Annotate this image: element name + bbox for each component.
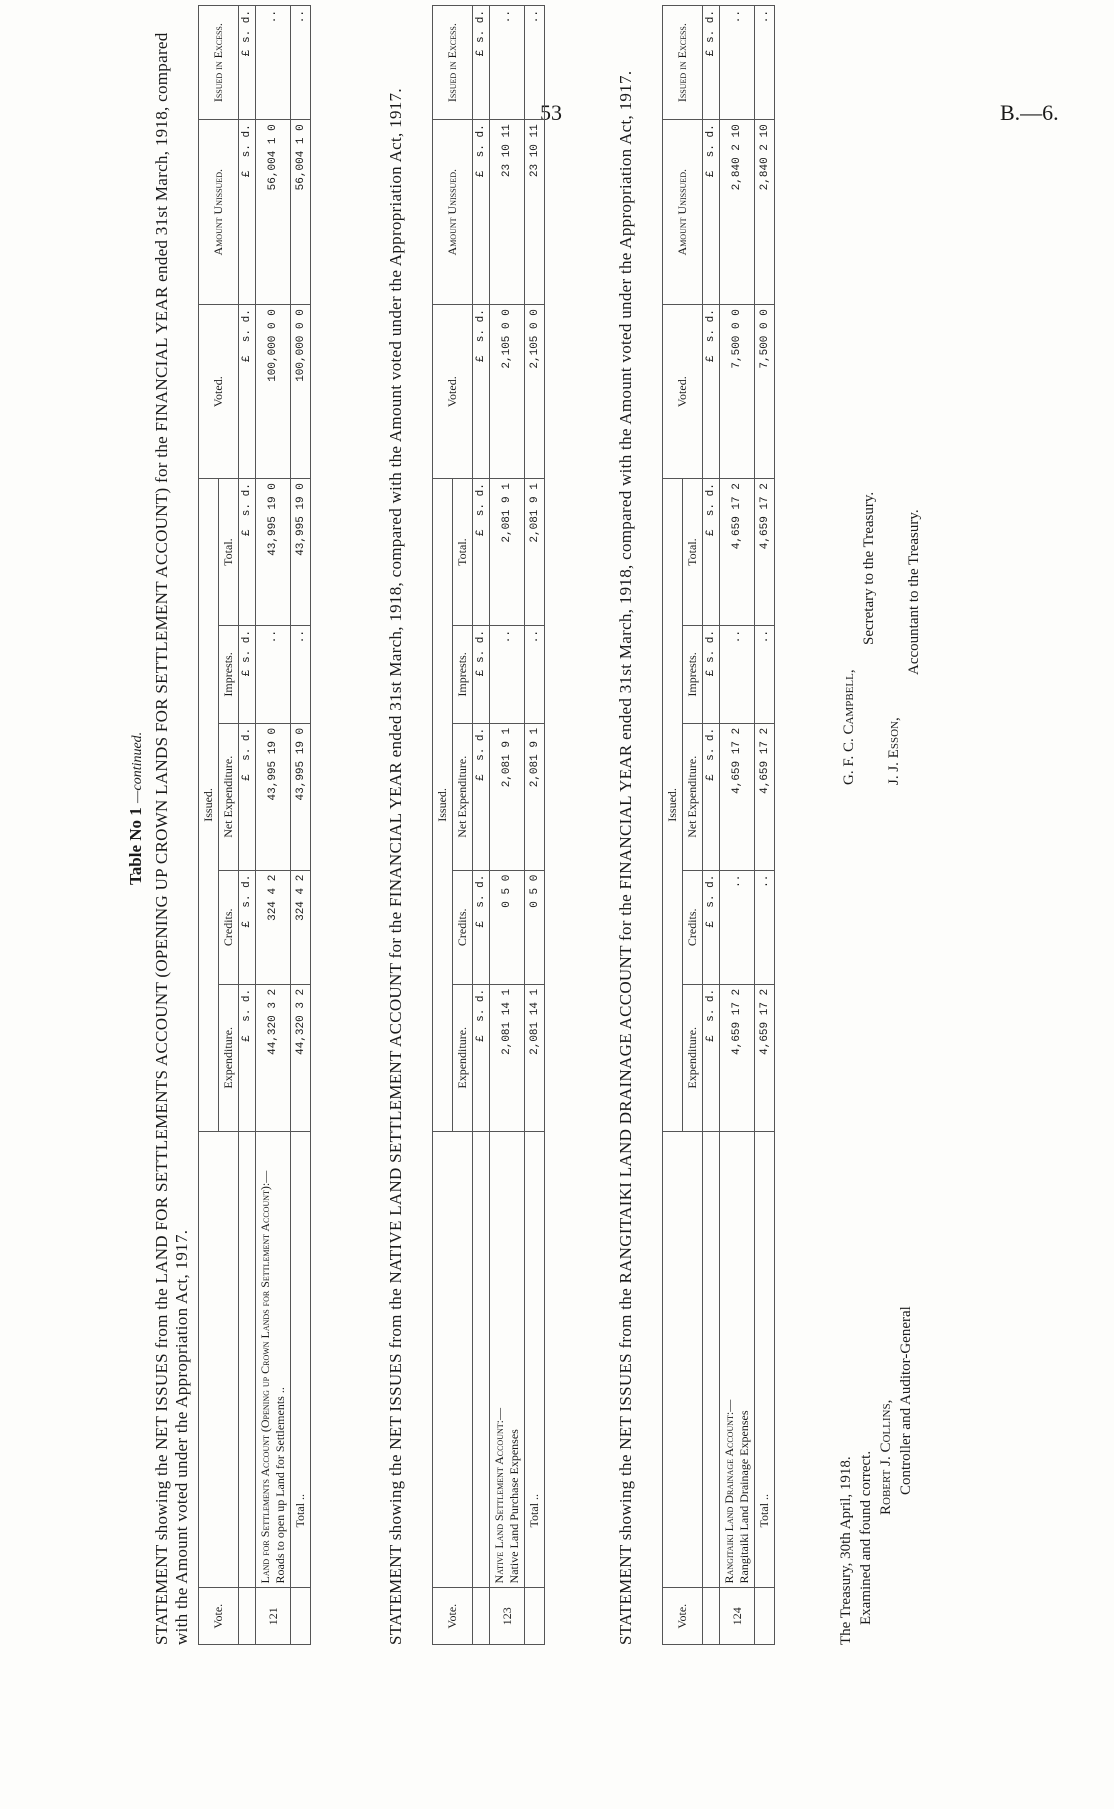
credits-head: Credits.: [219, 870, 239, 984]
total-cell: 2,081 9 1: [490, 479, 525, 626]
unit-row: [239, 6, 256, 1645]
total-net-expenditure: 43,995 19 0: [291, 723, 311, 870]
total-row: [755, 6, 775, 1645]
page-number: 53: [540, 100, 562, 125]
total-head: Total.: [683, 479, 703, 626]
issued-head: Issued.: [663, 479, 683, 1132]
units-excess: £ s. d.: [473, 6, 490, 120]
total-credits: ..: [755, 870, 775, 984]
net-expenditure-head: Net Expenditure.: [219, 723, 239, 870]
units-imprests: £ s. d.: [239, 625, 256, 723]
excess-cell: ..: [490, 6, 525, 120]
credits-cell: 324 4 2: [256, 870, 291, 984]
item-name: Native Land Purchase Expenses: [507, 1429, 521, 1584]
issued-head: Issued.: [199, 479, 219, 1132]
net-expenditure-head: Net Expenditure.: [683, 723, 703, 870]
unissued-cell: 23 10 11: [490, 120, 525, 305]
voted-cell: 100,000 0 0: [256, 305, 291, 479]
units-unissued: £ s. d.: [703, 120, 720, 305]
auditor-name: Robert J. Collins,: [878, 1399, 894, 1515]
total-voted: 7,500 0 0: [755, 305, 775, 479]
account-name: Native Land Settlement Account:—: [492, 1408, 506, 1584]
statement-title: STATEMENT showing the NET ISSUES from the RANGITAIKI LAND DRAINAGE ACCOUNT for the FINANCIAL YEAR ended 31st March, 1918, compared with the Amount voted under the Appropriation Act, 1917.: [616, 70, 635, 1645]
units-total: £ s. d.: [473, 479, 490, 626]
total-head: Total.: [453, 479, 473, 626]
excess-cell: ..: [256, 6, 291, 120]
units-imprests: £ s. d.: [473, 625, 490, 723]
excess-cell: ..: [720, 6, 755, 120]
expenditure-head: Expenditure.: [683, 984, 703, 1131]
statement-title: STATEMENT showing the NET ISSUES from the LAND FOR SETTLEMENTS ACCOUNT (OPENING UP CROWN LANDS FOR SETTLEMENT ACCOUNT) for the FINANCIAL YEAR ended 31st March, 1918, compared with the Amount voted under the Appropriation Act, 1917.: [152, 32, 191, 1645]
vote-number: 123: [490, 1588, 525, 1645]
issued-head: Issued.: [433, 479, 453, 1132]
total-credits: 324 4 2: [291, 870, 311, 984]
accountant-name: J. J. Esson,: [886, 717, 902, 785]
units-credits: £ s. d.: [239, 870, 256, 984]
excess-head: Issued in Excess.: [433, 6, 473, 120]
units-voted: £ s. d.: [239, 305, 256, 479]
units-credits: £ s. d.: [473, 870, 490, 984]
document-reference: B.—6.: [1000, 100, 1059, 125]
units-total: £ s. d.: [703, 479, 720, 626]
units-excess: £ s. d.: [239, 6, 256, 120]
imprests-head: Imprests.: [453, 625, 473, 723]
units-voted: £ s. d.: [703, 305, 720, 479]
secretary-name: G. F. C. Campbell,: [841, 669, 857, 785]
units-net: £ s. d.: [473, 723, 490, 870]
units-expenditure: £ s. d.: [239, 984, 256, 1131]
unit-row: [703, 6, 720, 1645]
total-cell: 43,995 19 0: [256, 479, 291, 626]
statement-table: [662, 5, 775, 1645]
imprests-cell: ..: [256, 625, 291, 723]
imprests-head: Imprests.: [683, 625, 703, 723]
total-label: Total ..: [525, 1131, 545, 1588]
total-unissued: 23 10 11: [525, 120, 545, 305]
table-row: [256, 6, 291, 1645]
statement-table: [432, 5, 545, 1645]
total-total: 2,081 9 1: [525, 479, 545, 626]
total-head: Total.: [219, 479, 239, 626]
total-voted: 100,000 0 0: [291, 305, 311, 479]
unissued-head: Amount Unissued.: [433, 120, 473, 305]
table-caption: [126, 732, 146, 885]
description-head: [199, 1131, 239, 1588]
imprests-cell: ..: [490, 625, 525, 723]
voted-cell: 7,500 0 0: [720, 305, 755, 479]
voted-head: Voted.: [663, 305, 703, 479]
total-row: [291, 6, 311, 1645]
secretary-title: Secretary to the Treasury.: [861, 491, 877, 645]
excess-head: Issued in Excess.: [199, 6, 239, 120]
vote-head: Vote.: [433, 1588, 473, 1645]
total-imprests: ..: [525, 625, 545, 723]
total-unissued: 2,840 2 10: [755, 120, 775, 305]
total-total: 43,995 19 0: [291, 479, 311, 626]
item-name: Rangitaiki Land Drainage Expenses: [737, 1410, 751, 1584]
units-expenditure: £ s. d.: [703, 984, 720, 1131]
units-imprests: £ s. d.: [703, 625, 720, 723]
units-net: £ s. d.: [239, 723, 256, 870]
accountant-title: Accountant to the Treasury.: [906, 509, 922, 675]
account-description: [720, 1131, 755, 1588]
total-expenditure: 44,320 3 2: [291, 984, 311, 1131]
description-head: [663, 1131, 703, 1588]
table-row: [490, 6, 525, 1645]
units-unissued: £ s. d.: [473, 120, 490, 305]
account-description: [490, 1131, 525, 1588]
voted-cell: 2,105 0 0: [490, 305, 525, 479]
units-credits: £ s. d.: [703, 870, 720, 984]
expenditure-cell: 4,659 17 2: [720, 984, 755, 1131]
unissued-cell: 2,840 2 10: [720, 120, 755, 305]
imprests-head: Imprests.: [219, 625, 239, 723]
auditor-title: Controller and Auditor-General: [898, 1306, 914, 1495]
total-row: [525, 6, 545, 1645]
credits-cell: ..: [720, 870, 755, 984]
net-expenditure-cell: 2,081 9 1: [490, 723, 525, 870]
credits-cell: 0 5 0: [490, 870, 525, 984]
vote-head: Vote.: [663, 1588, 703, 1645]
total-unissued: 56,004 1 0: [291, 120, 311, 305]
vote-head: Vote.: [199, 1588, 239, 1645]
total-voted: 2,105 0 0: [525, 305, 545, 479]
vote-number: 124: [720, 1588, 755, 1645]
total-net-expenditure: 4,659 17 2: [755, 723, 775, 870]
units-voted: £ s. d.: [473, 305, 490, 479]
imprests-cell: ..: [720, 625, 755, 723]
total-net-expenditure: 2,081 9 1: [525, 723, 545, 870]
units-unissued: £ s. d.: [239, 120, 256, 305]
excess-head: Issued in Excess.: [663, 6, 703, 120]
units-net: £ s. d.: [703, 723, 720, 870]
statement-title: STATEMENT showing the NET ISSUES from the NATIVE LAND SETTLEMENT ACCOUNT for the FINANCIAL YEAR ended 31st March, 1918, compared with the Amount voted under the Appropriation Act, 1917.: [386, 88, 405, 1645]
item-name: Roads to open up Land for Settlements ..: [273, 1387, 287, 1584]
total-label: Total ..: [755, 1131, 775, 1588]
total-total: 4,659 17 2: [755, 479, 775, 626]
voted-head: Voted.: [433, 305, 473, 479]
examined-note: Examined and found correct.: [858, 1450, 874, 1625]
expenditure-head: Expenditure.: [219, 984, 239, 1131]
voted-head: Voted.: [199, 305, 239, 479]
account-name: Rangitaiki Land Drainage Account:—: [722, 1399, 736, 1584]
unissued-head: Amount Unissued.: [663, 120, 703, 305]
caption-label: Table No 1: [126, 807, 145, 885]
net-expenditure-cell: 4,659 17 2: [720, 723, 755, 870]
expenditure-cell: 2,081 14 1: [490, 984, 525, 1131]
total-cell: 4,659 17 2: [720, 479, 755, 626]
unissued-head: Amount Unissued.: [199, 120, 239, 305]
expenditure-head: Expenditure.: [453, 984, 473, 1131]
total-expenditure: 4,659 17 2: [755, 984, 775, 1131]
credits-head: Credits.: [453, 870, 473, 984]
description-head: [433, 1131, 473, 1588]
unit-row: [473, 6, 490, 1645]
total-excess: ..: [525, 6, 545, 120]
units-total: £ s. d.: [239, 479, 256, 626]
statement-table: [198, 5, 311, 1645]
account-name: Land for Settlements Account (Opening up Crown Lands for Settlement Account):—: [258, 1170, 272, 1584]
vote-number: 121: [256, 1588, 291, 1645]
account-description: [256, 1131, 291, 1588]
unissued-cell: 56,004 1 0: [256, 120, 291, 305]
net-expenditure-head: Net Expenditure.: [453, 723, 473, 870]
treasury-date: The Treasury, 30th April, 1918.: [838, 1456, 854, 1645]
units-excess: £ s. d.: [703, 6, 720, 120]
units-expenditure: £ s. d.: [473, 984, 490, 1131]
total-excess: ..: [291, 6, 311, 120]
total-imprests: ..: [291, 625, 311, 723]
total-credits: 0 5 0: [525, 870, 545, 984]
total-imprests: ..: [755, 625, 775, 723]
total-expenditure: 2,081 14 1: [525, 984, 545, 1131]
rotated-content: [126, 0, 996, 1645]
net-expenditure-cell: 43,995 19 0: [256, 723, 291, 870]
credits-head: Credits.: [683, 870, 703, 984]
table-row: [720, 6, 755, 1645]
total-label: Total ..: [291, 1131, 311, 1588]
caption-suffix: —continued.: [130, 731, 145, 803]
total-excess: ..: [755, 6, 775, 120]
expenditure-cell: 44,320 3 2: [256, 984, 291, 1131]
